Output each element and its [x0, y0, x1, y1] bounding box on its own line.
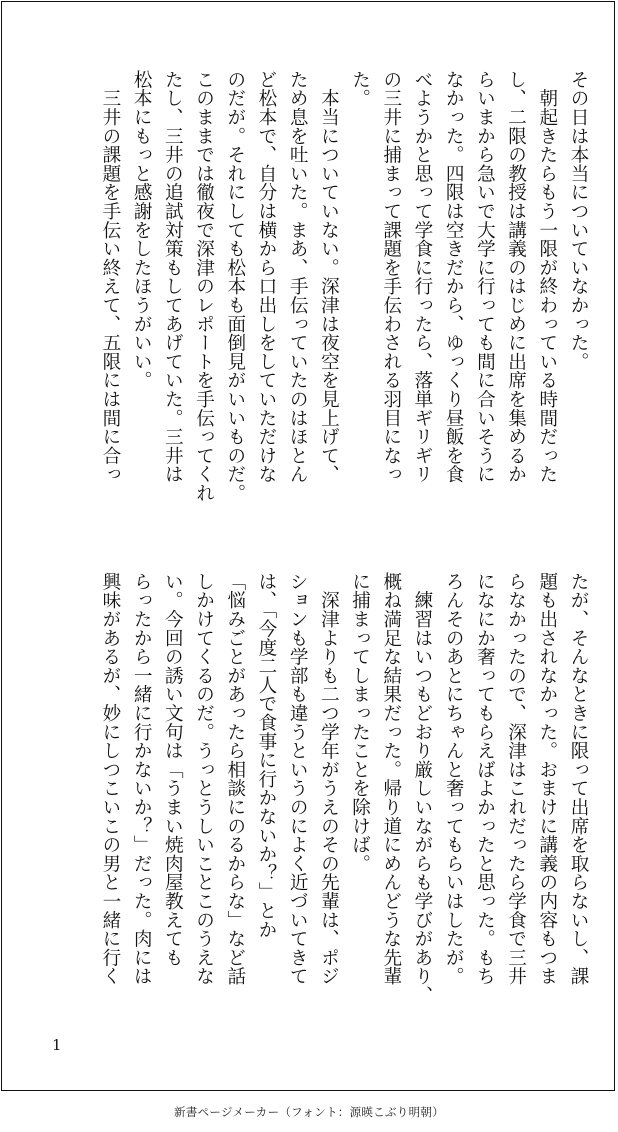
text-line: 概ね満足な結果だった。帰り道にめんどうな先輩 — [380, 572, 402, 986]
text-line: に捕まってしまったことを除けば。 — [349, 572, 371, 873]
text-line: べようかと思って学食に行ったら、落単ギリギリ — [411, 70, 433, 484]
text-line: ど松本で、自分は横から口出しをしていただけな — [255, 70, 277, 484]
footer-caption: 新書ページメーカー（フォント：源暎こぶり明朝） — [173, 1105, 445, 1119]
text-line: その日は本当についていなかった。 — [568, 70, 589, 371]
text-line: 興味があるが、妙にしつこいこの男と一緒に行く — [99, 572, 121, 986]
text-line: のだが。それにしても松本も面倒見がいいものだ。 — [224, 70, 246, 503]
text-line: ため息を吐いた。まあ、手伝っていたのはほとん — [287, 70, 309, 484]
text-line: 朝起きたらもう一限が終わっている時間だった — [536, 70, 558, 484]
text-block-top — [95, 70, 594, 530]
text-line: し、二限の教授は講義のはじめに出席を集めるか — [505, 70, 527, 484]
text-line: になにか奢ってもらえばよかったと思った。もち — [474, 572, 496, 986]
text-line: の三井に捕まって課題を手伝わされる羽目になっ — [380, 70, 402, 484]
text-line: 本当についていない。深津は夜空を見上げて、 — [318, 70, 340, 484]
text-line: らなかったので、深津はこれだったら学食で三井 — [505, 572, 527, 986]
text-line: たし、三井の追試対策もしてあげていた。三井は — [162, 70, 184, 484]
text-line: しかけてくるのだ。うっとうしいことこのうえな — [193, 572, 215, 986]
text-line: 深津よりも二つ学年がうえのその先輩は、ポジ — [318, 572, 340, 986]
text-line: 題も出されなかった。おまけに講義の内容もつま — [536, 572, 558, 986]
text-line: たが、そんなときに限って出席を取らないし、課 — [568, 572, 589, 986]
text-line: 「悩みごとがあったら相談にのるからな」など話 — [224, 572, 246, 986]
text-line: ションも学部も違うというのによく近づいてきて — [287, 572, 309, 986]
text-block-bottom — [95, 572, 594, 1032]
text-line: 松本にもっと感謝をしたほうがいい。 — [131, 70, 153, 390]
text-line: ろんそのあとにちゃんと奢ってもらいはしたが。 — [443, 572, 465, 986]
text-line: らったから一緒に行かないか？」だった。肉には — [131, 572, 153, 986]
text-line: このままでは徹夜で深津のレポートを手伝ってくれ — [193, 70, 215, 503]
page-number: 1 — [52, 1036, 62, 1054]
text-line: なかった。四限は空きだから、ゆっくり昼飯を食 — [443, 70, 465, 484]
text-line: 三井の課題を手伝い終えて、五限には間に合っ — [99, 70, 121, 484]
text-line: い。今回の誘い文句は「うまい焼肉屋教えても — [162, 572, 184, 967]
text-line: らいまから急いで大学に行っても間に合いそうに — [474, 70, 496, 484]
text-line: た。 — [349, 70, 371, 108]
text-line: 練習はいつもどおり厳しいながらも学びがあり、 — [411, 572, 433, 1005]
text-line: は、「今度二人で食事に行かないか？」とか — [255, 572, 277, 939]
